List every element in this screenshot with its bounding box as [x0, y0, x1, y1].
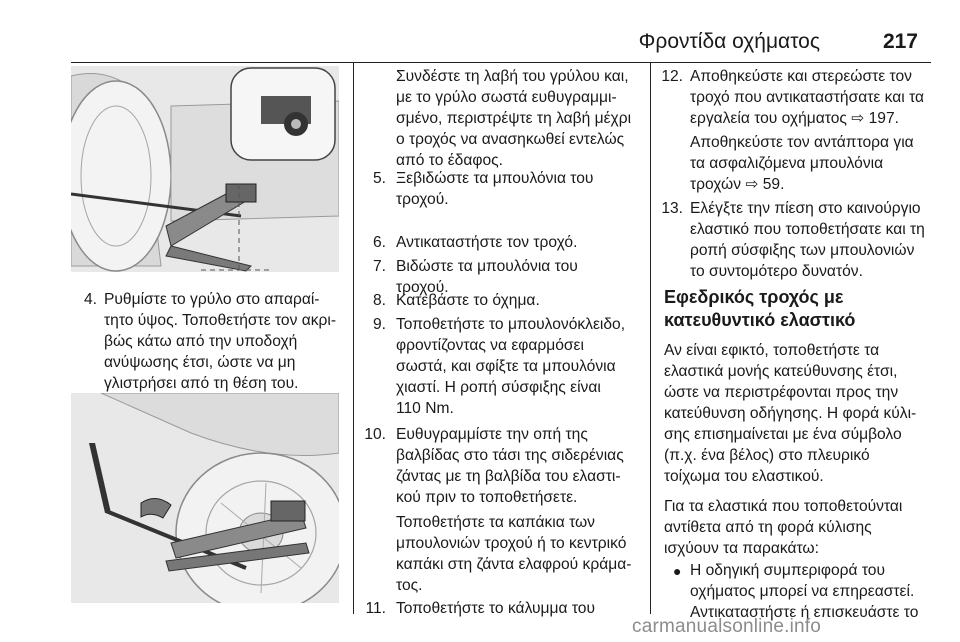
jack-handle-illustration: [71, 393, 339, 603]
step-line: Ελέγξτε την πίεση στο καινούργιο: [690, 200, 921, 217]
jack-positioning-illustration: [71, 66, 339, 272]
step-line: τροχού.: [396, 191, 449, 208]
step-line: μπουλονιών τροχού ή το κεντρικό: [396, 535, 627, 552]
text-line: Για τα ελαστικά που τοποθετούνται: [664, 498, 903, 515]
section-heading: [664, 286, 944, 332]
figure-jack-positioning: [71, 66, 339, 272]
step-line: χιαστί. Η ροπή σύσφιξης είναι: [396, 379, 601, 396]
step-line: σωστά, και σφίξτε τα μπουλόνια: [396, 358, 616, 375]
step-line: τα ασφαλιζόμενα μπουλόνια: [690, 155, 884, 172]
step-line: ροπή σύσφιξης των μπουλονιών: [690, 242, 915, 259]
step-number: 13.: [661, 200, 683, 217]
text-line: κατεύθυνση οδήγησης. Η φορά κύλι-: [664, 405, 917, 422]
step-line: Τοποθετήστε το κάλυμμα του: [396, 600, 595, 617]
step-line: φροντίζοντας να εφαρμόσει: [396, 337, 584, 354]
page-title: Φροντίδα οχήματος: [638, 30, 820, 53]
text-line: σης επισημαίνεται με ένα σύμβολο: [664, 426, 902, 443]
step-line: Αντικαταστήστε τον τροχό.: [396, 234, 578, 251]
step-line: κού πριν το τοποθετήσετε.: [396, 489, 578, 506]
text-line: Συνδέστε τη λαβή του γρύλου και,: [396, 68, 629, 85]
step-line: Ρυθμίστε το γρύλο στο απαραί-: [104, 291, 320, 308]
step-number: 4.: [83, 291, 97, 308]
text-line: ελαστικά μονής κατεύθυνσης έτσι,: [664, 363, 898, 380]
directional-tyre-paragraph: [664, 340, 949, 487]
step-line: Ευθυγραμμίστε την οπή της: [396, 426, 588, 443]
step-line: ελαστικό που τοποθετήσατε και τη: [690, 221, 925, 238]
bullet-dot: ●: [673, 563, 682, 579]
jack-lift-instruction: [369, 66, 676, 171]
step-number: 7.: [372, 258, 386, 275]
step-number: 12.: [661, 68, 683, 85]
text-line: ώστε να περιστρέφονται προς την: [664, 384, 899, 401]
text-line: (π.χ. ένα βέλος) στο πλευρικό: [664, 447, 870, 464]
text-line: τοίχωμα του ελαστικού.: [664, 468, 824, 485]
watermark: carmanualsonline.info: [632, 616, 822, 637]
step-line: τροχού.: [396, 279, 449, 296]
text-line: ισχύουν τα παρακάτω:: [664, 540, 819, 557]
bullet-line: Αντικαταστήστε ή επισκευάστε το: [690, 604, 919, 621]
step-line: 110 Nm.: [396, 400, 454, 417]
step-line: βαλβίδας στο τάσι της σιδερένιας: [396, 447, 624, 464]
step-line: τητο ύψος. Τοποθετήστε τον ακρι-: [104, 312, 337, 329]
bullet-line: οχήματος μπορεί να επηρεαστεί.: [690, 583, 915, 600]
text-line: ο τροχός να ανασηκωθεί εντελώς: [396, 131, 625, 148]
step-line: Βιδώστε τα μπουλόνια του: [396, 258, 578, 275]
step-number: 5.: [372, 170, 386, 187]
heading-line: Εφεδρικός τροχός με: [664, 287, 844, 307]
step-number: 6.: [372, 234, 386, 251]
step-line: γλιστρήσει από τη θέση του.: [104, 375, 299, 392]
text-line: αντίθετα από τη φορά κύλισης: [664, 519, 872, 536]
text-line: Αν είναι εφικτό, τοποθετήστε τα: [664, 342, 880, 359]
text-line: με το γρύλο σωστά ευθυγραμμι-: [396, 89, 617, 106]
step-line: το συντομότερο δυνατόν.: [690, 263, 863, 280]
step-line: καπάκι στη ζάντα ελαφρού κράμα-: [396, 556, 632, 573]
page-header: [0, 0, 960, 58]
text-line: από το έδαφος.: [396, 152, 504, 169]
heading-line: κατευθυντικό ελαστικό: [664, 310, 856, 330]
header-rule: [71, 62, 931, 63]
step-line: Αποθηκεύστε και στερεώστε τον: [690, 68, 912, 85]
step-line: Αποθηκεύστε τον αντάπτορα για: [690, 134, 914, 151]
page-number: 217: [882, 30, 918, 53]
step-line: εργαλεία του οχήματος ⇨ 197.: [690, 110, 899, 127]
step-line: τροχό που αντικαταστήσατε και τα: [690, 89, 925, 106]
step-number: 10.: [364, 426, 386, 443]
step-number: 9.: [372, 316, 386, 333]
text-line: σμένο, περιστρέψτε τη λαβή μέχρι: [396, 110, 632, 127]
step-line: τος.: [396, 577, 423, 594]
figure-jack-handle: [71, 393, 339, 603]
step-number: 8.: [372, 292, 386, 309]
step-line: Κατεβάστε το όχημα.: [396, 292, 540, 309]
bullet-line: Η οδηγική συμπεριφορά του: [690, 562, 886, 579]
step-line: βώς κάτω από την υποδοχή: [104, 333, 298, 350]
step-line: ανύψωσης έτσι, ώστε να μη: [104, 354, 296, 371]
step-line: τροχών ⇨ 59.: [690, 176, 785, 193]
step-number: 11.: [365, 600, 386, 617]
opposite-direction-paragraph: [664, 496, 949, 559]
step-line: Ξεβιδώστε τα μπουλόνια του: [396, 170, 594, 187]
step-line: Τοποθετήστε το μπουλονόκλειδο,: [396, 316, 626, 333]
step-line: ζάντας με τη βαλβίδα του ελαστι-: [396, 468, 621, 485]
step-line: Τοποθετήστε τα καπάκια των: [396, 514, 595, 531]
